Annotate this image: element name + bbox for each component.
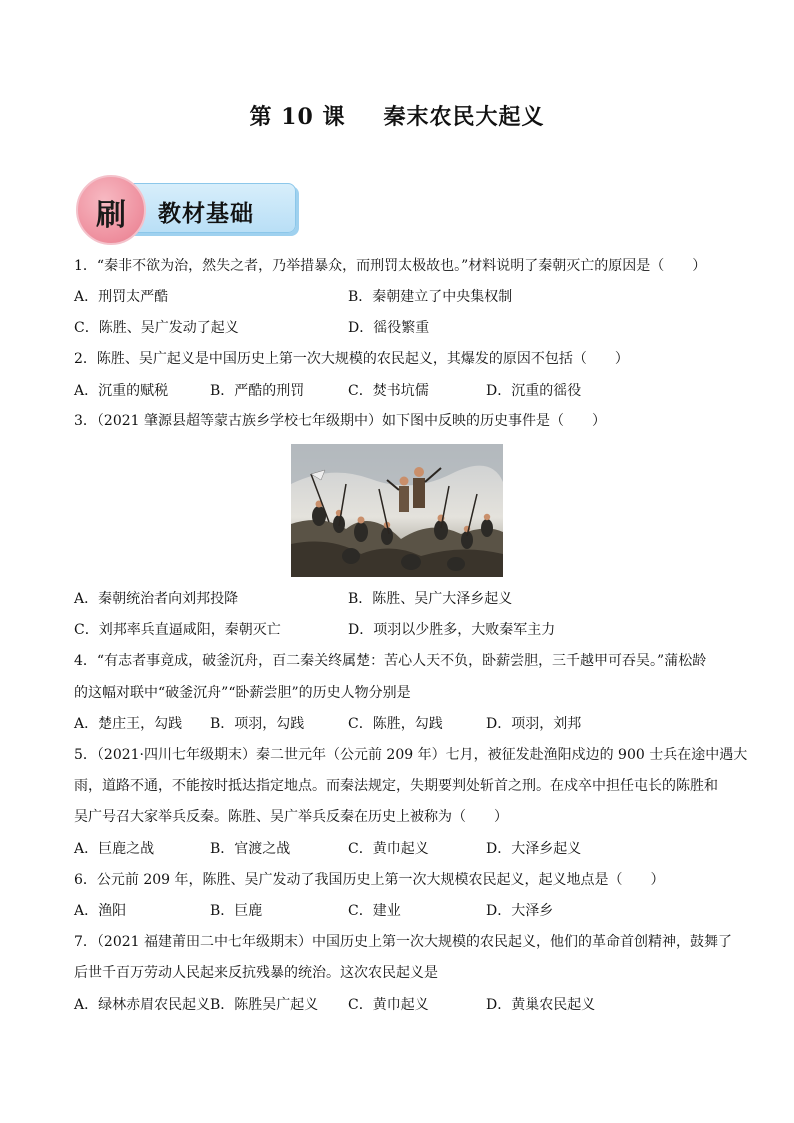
question-5-stem-line-1: 5．（2021·四川七年级期末）秦二世元年（公元前 209 年）七月，被征发赴渔阳戍边的 900 士兵在途中遇大 xyxy=(74,747,748,763)
question-6-option-b[interactable]: B．巨鹿 xyxy=(210,903,263,919)
question-7-stem-line-1: 7．（2021 福建莆田二中七年级期末）中国历史上第一次大规模的农民起义，他们的革命首创精神，鼓舞了 xyxy=(74,934,732,950)
question-4-option-a[interactable]: A．楚庄王，勾践 xyxy=(74,716,183,732)
question-4-option-c[interactable]: C．陈胜，勾践 xyxy=(348,716,443,732)
question-4-stem-line-1: 4．“有志者事竟成，破釜沉舟，百二秦关终属楚：苦心人天不负，卧薪尝胆，三千越甲可吞吴。”蒲松龄 xyxy=(74,653,707,669)
question-1-option-a[interactable]: A．刑罚太严酷 xyxy=(74,289,169,305)
question-5-stem-line-3: 吴广号召大家举兵反秦。陈胜、吴广举兵反秦在历史上被称为（ ） xyxy=(74,809,508,825)
section-banner xyxy=(76,175,298,241)
question-6-option-c[interactable]: C．建业 xyxy=(348,903,401,919)
question-6-option-a[interactable]: A．渔阳 xyxy=(74,903,127,919)
question-5-stem-line-2: 雨，道路不通，不能按时抵达指定地点。而秦法规定，失期要判处斩首之刑。在戍卒中担任屯长的陈胜和 xyxy=(74,778,718,794)
question-5-option-c[interactable]: C．黄巾起义 xyxy=(348,841,429,857)
question-1-option-b[interactable]: B．秦朝建立了中央集权制 xyxy=(348,289,513,305)
question-5-option-a[interactable]: A．巨鹿之战 xyxy=(74,841,155,857)
question-3-option-b[interactable]: B．陈胜、吴广大泽乡起义 xyxy=(348,591,513,607)
question-6-option-d[interactable]: D．大泽乡 xyxy=(486,903,554,919)
question-3-stem: 3．（2021 肇源县超等蒙古族乡学校七年级期中）如下图中反映的历史事件是（ ） xyxy=(74,413,606,429)
question-5-option-b[interactable]: B．官渡之战 xyxy=(210,841,291,857)
banner-label: 教材基础 xyxy=(158,200,254,227)
question-1-option-c[interactable]: C．陈胜、吴广发动了起义 xyxy=(74,320,239,336)
banner-badge: 刷 xyxy=(76,175,146,245)
question-4-option-b[interactable]: B．项羽，勾践 xyxy=(210,716,305,732)
question-7-option-d[interactable]: D．黄巢农民起义 xyxy=(486,997,596,1013)
question-7-option-a[interactable]: A．绿林赤眉农民起义 xyxy=(74,997,211,1013)
uprising-painting-image xyxy=(291,444,503,577)
question-1-stem: 1．“秦非不欲为治，然失之者，乃举措暴众，而刑罚太极故也。”材料说明了秦朝灭亡的原因是（ ） xyxy=(74,258,707,274)
question-2-option-d[interactable]: D．沉重的徭役 xyxy=(486,383,582,399)
question-7-option-b[interactable]: B．陈胜吴广起义 xyxy=(210,997,319,1013)
question-2-option-a[interactable]: A．沉重的赋税 xyxy=(74,383,169,399)
question-5-option-d[interactable]: D．大泽乡起义 xyxy=(486,841,582,857)
lesson-name: 秦末农民大起义 xyxy=(383,104,545,130)
page-title xyxy=(0,100,794,131)
question-2-option-b[interactable]: B．严酷的刑罚 xyxy=(210,383,305,399)
question-6-stem: 6．公元前 209 年，陈胜、吴广发动了我国历史上第一次大规模农民起义，起义地点是（ ） xyxy=(74,872,665,888)
question-4-option-d[interactable]: D．项羽，刘邦 xyxy=(486,716,582,732)
question-2-option-c[interactable]: C．焚书坑儒 xyxy=(348,383,429,399)
question-2-stem: 2．陈胜、吴广起义是中国历史上第一次大规模的农民起义，其爆发的原因不包括（ ） xyxy=(74,351,629,367)
question-4-stem-line-2: 的这幅对联中“破釜沉舟”“卧薪尝胆”的历史人物分别是 xyxy=(74,685,411,701)
question-1-option-d[interactable]: D．徭役繁重 xyxy=(348,320,430,336)
question-3-option-a[interactable]: A．秦朝统治者向刘邦投降 xyxy=(74,591,239,607)
question-7-option-c[interactable]: C．黄巾起义 xyxy=(348,997,429,1013)
question-3-option-c[interactable]: C．刘邦率兵直逼咸阳，秦朝灭亡 xyxy=(74,622,281,638)
question-7-stem-line-2: 后世千百万劳动人民起来反抗残暴的统治。这次农民起义是 xyxy=(74,965,438,981)
question-3-option-d[interactable]: D．项羽以少胜多，大败秦军主力 xyxy=(348,622,556,638)
lesson-number: 第 10 课 xyxy=(249,104,346,130)
